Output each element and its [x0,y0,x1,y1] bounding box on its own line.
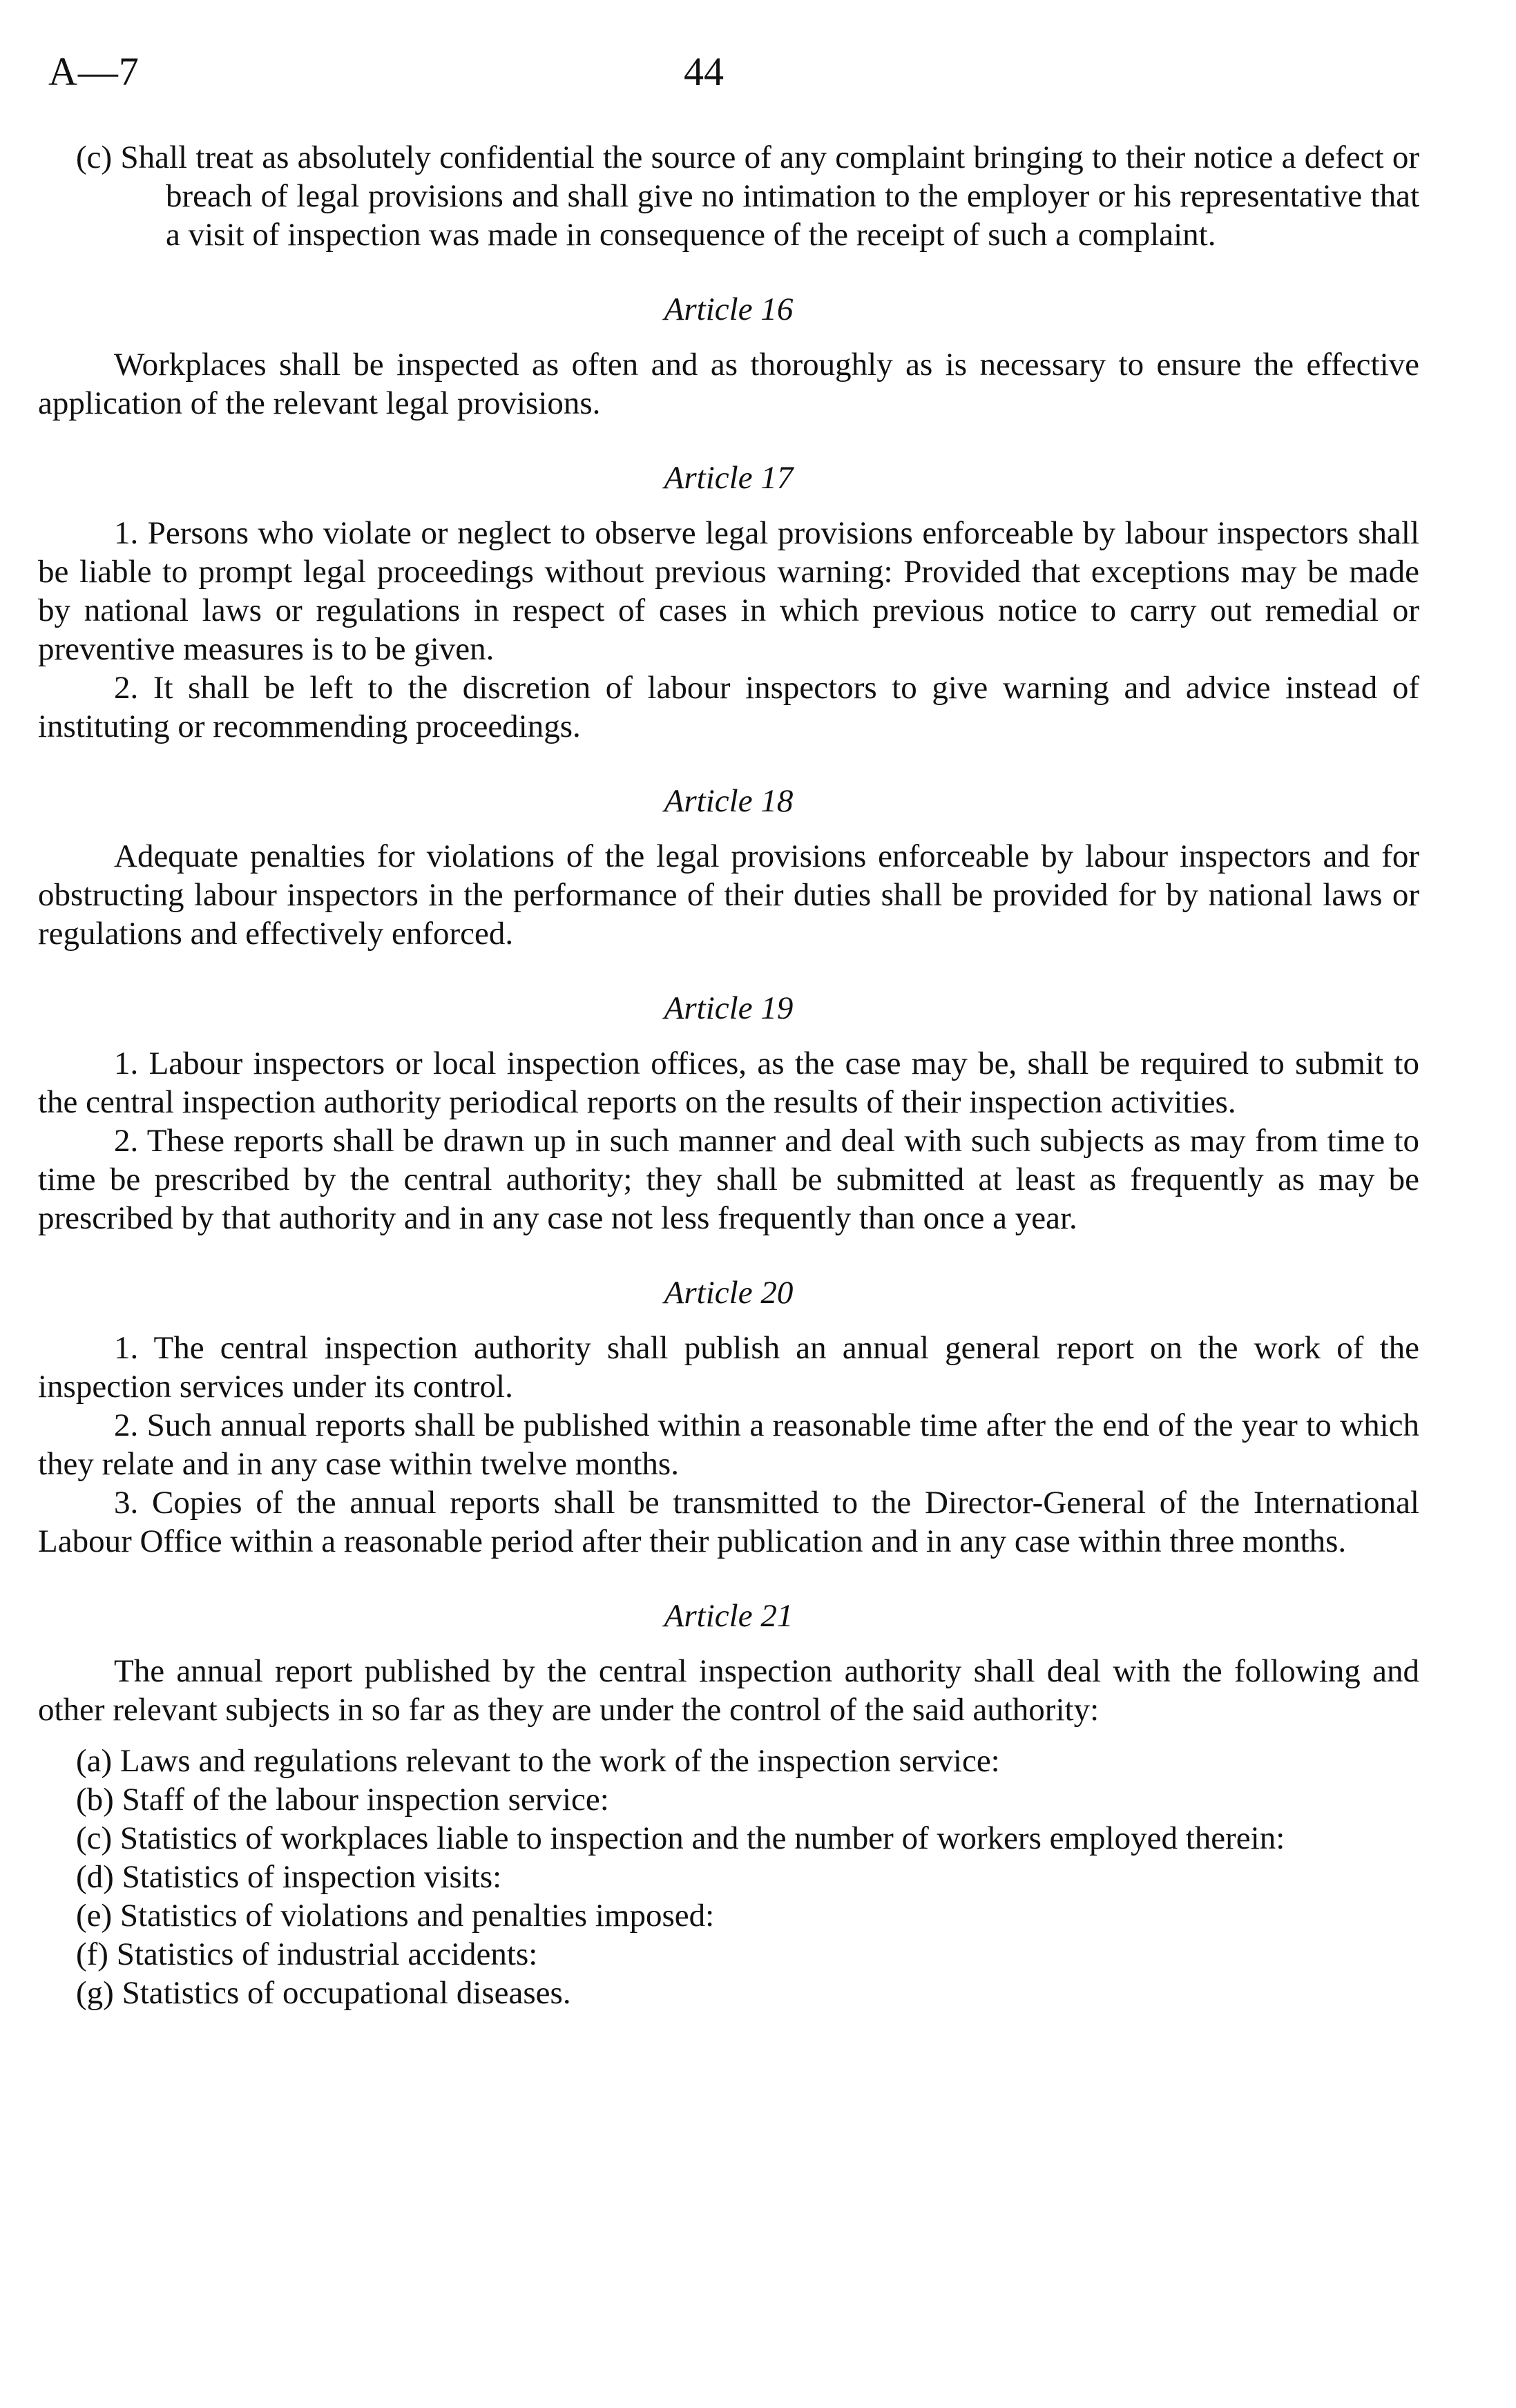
item-text: Laws and regulations relevant to the work of the inspection service: [119,1743,1000,1779]
article-heading: Article 21 [664,1598,794,1634]
item-text: Statistics of occupational diseases. [122,1975,571,2011]
article-heading: Article 16 [664,291,794,327]
item-text: Statistics of workplaces liable to inspection and the number of workers employed therein: [119,1820,1285,1856]
article-heading: Article 18 [664,783,794,819]
intro-list-item [38,138,1419,254]
article-21 [38,1597,1419,2012]
article-20 [38,1273,1419,1561]
article-17 [38,459,1419,746]
item-label: (a) [76,1743,113,1779]
list-item [38,1974,1419,2012]
subject-list [38,1742,1419,2012]
list-item [38,1935,1419,1974]
page-number: 44 [684,49,724,94]
article-heading: Article 17 [664,460,794,496]
article-heading: Article 20 [664,1275,794,1311]
item-label: (f) [76,1936,108,1972]
list-item [38,1742,1419,1780]
list-item [38,1780,1419,1819]
list-item [38,1896,1419,1935]
item-label: (d) [76,1859,114,1895]
page-header [48,48,1471,104]
article-paragraph: Workplaces shall be inspected as often and as thoroughly as is necessary to ensure the effective application of the relevant legal provisions. [38,347,1419,421]
list-item [38,1858,1419,1896]
article-18 [38,782,1419,953]
article-paragraph: 2. These reports shall be drawn up in such manner and deal with such subjects as may from time to time be prescribed by the central authority; they shall be submitted at least as frequently as may be prescribed by that authority and in any case not less frequently than once a year. [38,1123,1419,1236]
article-paragraph: 1. Labour inspectors or local inspection offices, as the case may be, shall be required to submit to the central inspection authority periodical reports on the results of their inspection activities. [38,1046,1419,1120]
article-paragraph: 2. It shall be left to the discretion of labour inspectors to give warning and advice instead of instituting or recommending proceedings. [38,670,1419,744]
item-label: (b) [76,1782,114,1818]
item-text: Statistics of violations and penalties imposed: [119,1898,715,1934]
article-16 [38,290,1419,423]
article-paragraph: Adequate penalties for violations of the legal provisions enforceable by labour inspectors and for obstructing labour inspectors in the performance of their duties shall be provided for by national laws or regulations and effectively enforced. [38,838,1419,952]
item-text: Statistics of inspection visits: [122,1859,502,1895]
list-item [38,1819,1419,1858]
item-text: Staff of the labour inspection service: [122,1782,609,1818]
article-paragraph: 1. Persons who violate or neglect to observe legal provisions enforceable by labour inspectors shall be liable to prompt legal proceedings without previous warning: Provided that exceptions may be made by national laws or regulations in respect of cases in which previous notice to carry out remedial or preventive measures is to be given. [38,515,1419,667]
item-label: (g) [76,1975,114,2011]
article-heading: Article 19 [664,990,794,1026]
article-paragraph: The annual report published by the central inspection authority shall deal with the following and other relevant subjects in so far as they are under the control of the said authority: [38,1653,1419,1728]
article-paragraph: 2. Such annual reports shall be published within a reasonable time after the end of the year to which they relate and in any case within twelve months. [38,1407,1419,1482]
document-reference: A—7 [48,49,140,94]
article-19 [38,989,1419,1237]
article-paragraph: 3. Copies of the annual reports shall be transmitted to the Director-General of the International Labour Office within a reasonable period after their publication and in any case within three months. [38,1485,1419,1559]
document-body [38,138,1419,2012]
item-text: Shall treat as absolutely confidential the source of any complaint bringing to their notice a defect or breach of legal provisions and shall give no intimation to the employer or his representative that a visit of inspection was made in consequence of the receipt of such a complaint. [120,139,1419,253]
article-paragraph: 1. The central inspection authority shall publish an annual general report on the work of the inspection services under its control. [38,1330,1419,1405]
item-label: (e) [76,1898,113,1934]
item-label: (c) [76,1820,113,1856]
item-label: (c) [76,139,113,175]
item-text: Statistics of industrial accidents: [116,1936,538,1972]
